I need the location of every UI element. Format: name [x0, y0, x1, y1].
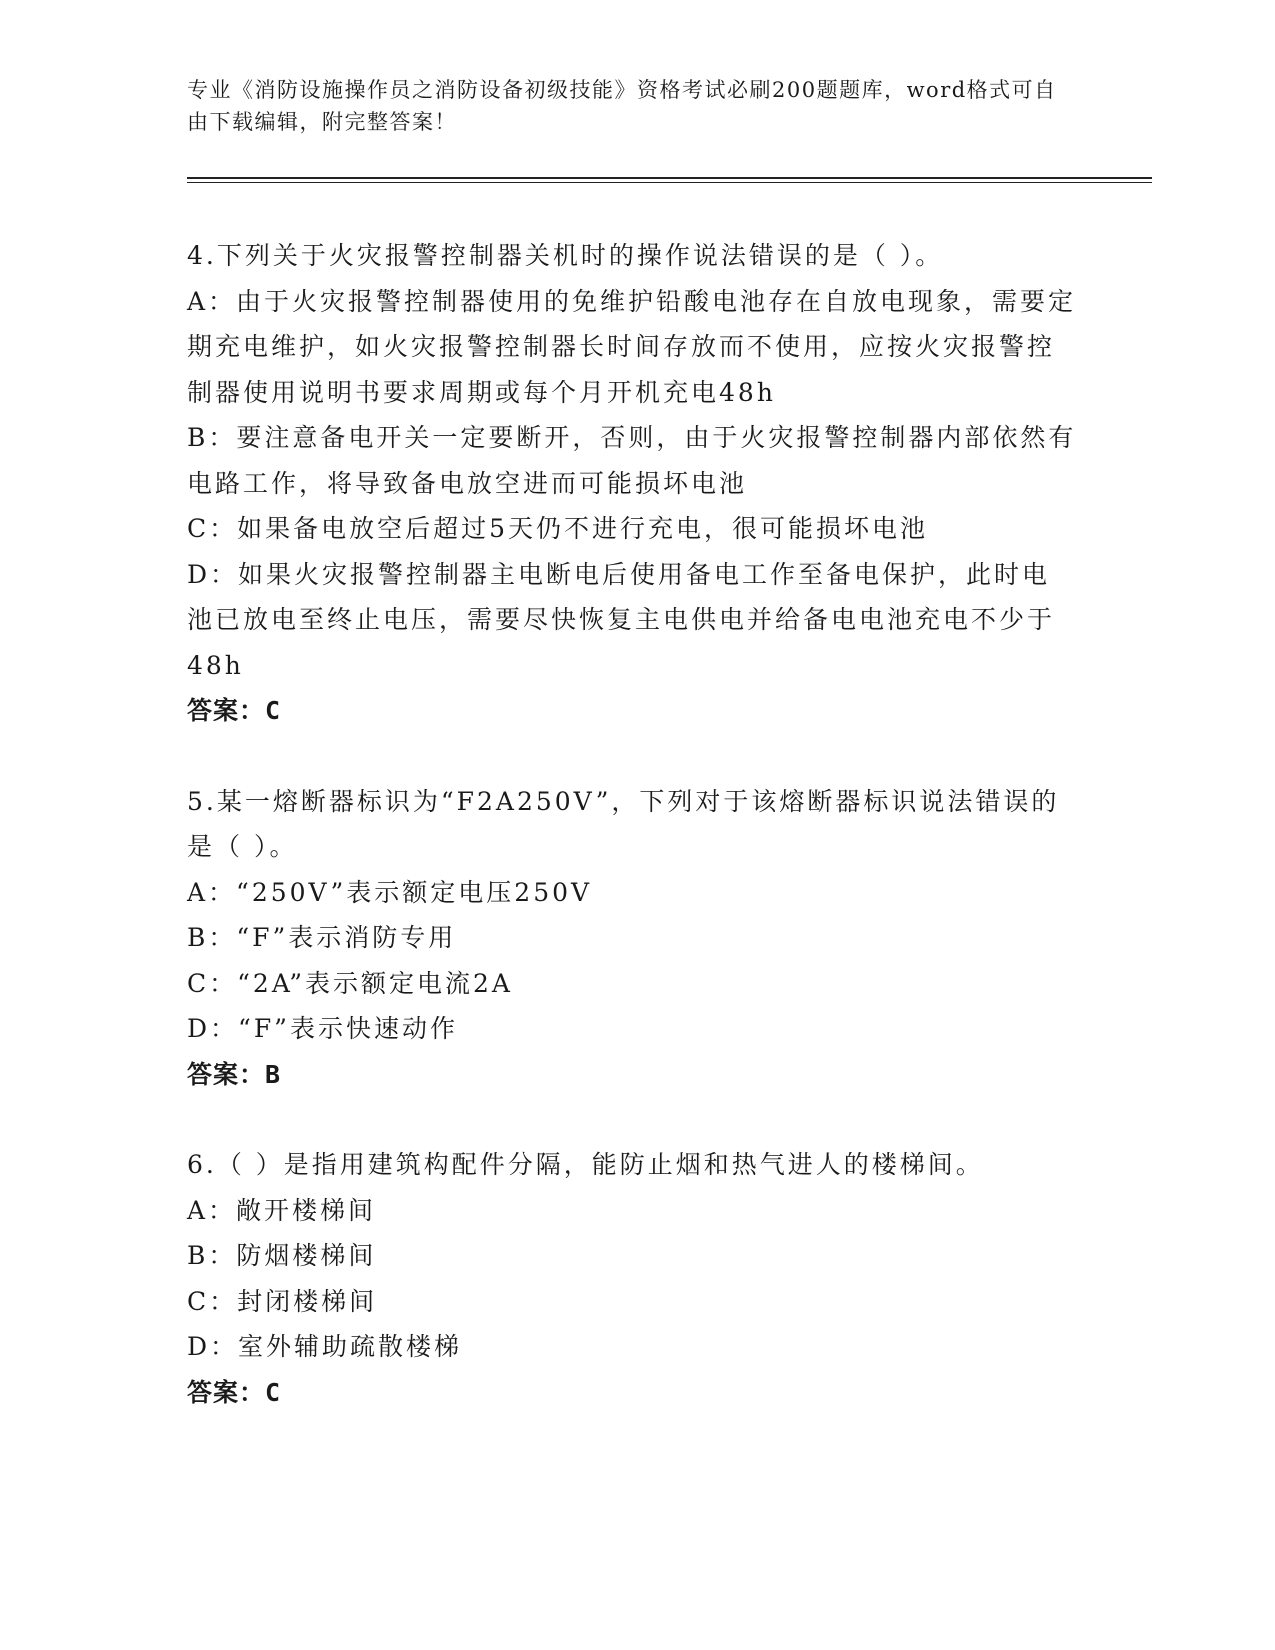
option-d: D：如果火灾报警控制器主电断电后使用备电工作至备电保护，此时电池已放电至终止电压，需要尽快恢复主电供电并给备电电池充电不少于48h	[187, 559, 1056, 680]
answer: 答案：B	[187, 1059, 282, 1089]
question-list	[187, 233, 1077, 1460]
header-divider-thin	[187, 182, 1152, 183]
question-6	[187, 1142, 1077, 1415]
option-b: B：防烟楼梯间	[187, 1241, 377, 1270]
option-c: C：如果备电放空后超过5天仍不进行充电，很可能损坏电池	[187, 514, 929, 543]
question-stem: 4.下列关于火灾报警控制器关机时的操作说法错误的是（ ）。	[187, 241, 944, 270]
question-4	[187, 233, 1077, 734]
option-c: C：封闭楼梯间	[187, 1286, 378, 1316]
document-header: 专业《消防设施操作员之消防设备初级技能》资格考试必刷200题题库，word格式可自由下载编辑，附完整答案！	[187, 78, 1057, 134]
header-divider-thick	[187, 177, 1152, 179]
question-5	[187, 779, 1077, 1098]
answer: 答案：C	[187, 1377, 282, 1407]
question-stem: 6.（ ）是指用建筑构配件分隔，能防止烟和热气进人的楼梯间。	[187, 1150, 984, 1179]
answer: 答案：C	[187, 696, 282, 725]
option-c: C：“2A”表示额定电流2A	[187, 968, 513, 998]
option-d: D：“F”表示快速动作	[187, 1014, 458, 1043]
option-d: D：室外辅助疏散楼梯	[187, 1332, 463, 1361]
option-a: A：由于火灾报警控制器使用的免维护铅酸电池存在自放电现象，需要定期充电维护，如火灾报警控制器长时间存放而不使用，应按火灾报警控制器使用说明书要求周期或每个月开机充电48h	[187, 286, 1077, 407]
option-b: B：要注意备电开关一定要断开，否则，由于火灾报警控制器内部依然有电路工作，将导致备电放空进而可能损坏电池	[187, 423, 1077, 498]
question-stem: 5.某一熔断器标识为“F2A250V”，下列对于该熔断器标识说法错误的是（ ）。	[187, 786, 1060, 861]
option-b: B：“F”表示消防专用	[187, 923, 457, 952]
option-a: A：敞开楼梯间	[187, 1195, 377, 1225]
option-a: A：“250V”表示额定电压250V	[187, 877, 593, 907]
